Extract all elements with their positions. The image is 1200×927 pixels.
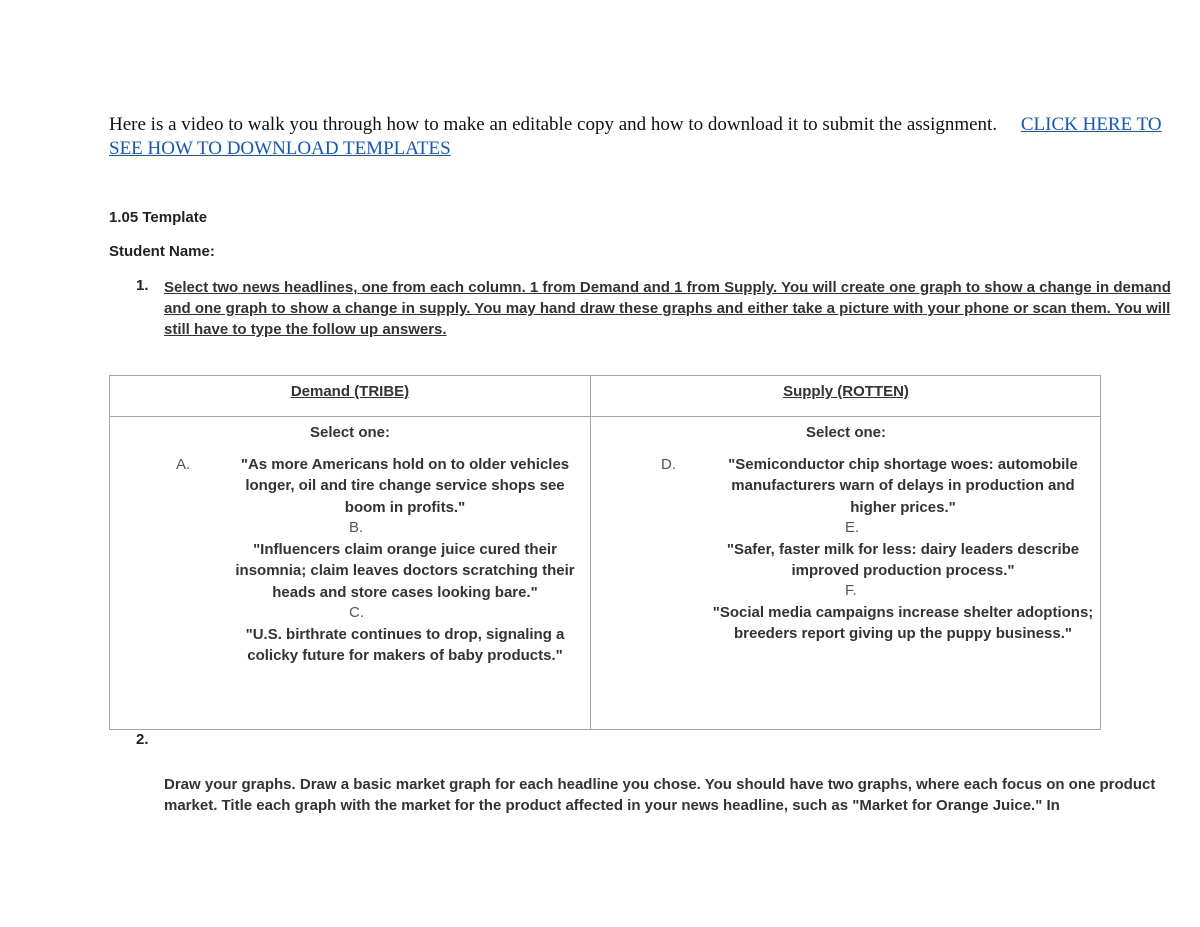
demand-column-header: Demand (TRIBE): [290, 383, 410, 400]
intro-text: Here is a video to walk you through how to make an editable copy and how to download it to submit the assignment.: [109, 114, 998, 135]
option-d-text[interactable]: "Semiconductor chip shortage woes: automobile manufacturers warn of delays in production and higher prices.": [728, 456, 1078, 516]
question-2-number: 2.: [136, 731, 149, 748]
question-2-text: Draw your graphs. Draw a basic market graph for each headline you chose. You should have two graphs, where each focus on one product market. Title each graph with the market for the product affected in your news headline, such as "Market for Orange Juice." In: [164, 776, 1156, 814]
student-name-label: Student Name:: [109, 243, 215, 260]
option-d-letter: D.: [661, 456, 676, 473]
option-b-text[interactable]: "Influencers claim orange juice cured their insomnia; claim leaves doctors scratching their heads and store cases looking bare.": [235, 541, 575, 601]
supply-column-header: Supply (ROTTEN): [783, 383, 909, 400]
question-1-number: 1.: [136, 277, 149, 294]
download-templates-link[interactable]: CLICK HERE TO SEE HOW TO DOWNLOAD TEMPLATES: [109, 114, 1162, 159]
option-a-letter: A.: [176, 456, 191, 473]
option-f-letter: F.: [845, 582, 857, 599]
template-title: 1.05 Template: [109, 209, 208, 226]
headline-table: [109, 375, 1101, 730]
table-header-divider: [110, 416, 1100, 417]
option-e-text[interactable]: "Safer, faster milk for less: dairy leaders describe improved production process.": [726, 541, 1080, 580]
option-c-letter: C.: [349, 604, 364, 621]
option-a-text[interactable]: "As more Americans hold on to older vehicles longer, oil and tire change service shops see boom in profits.": [240, 456, 570, 516]
option-e-letter: E.: [845, 519, 860, 536]
question-1-text: Select two news headlines, one from each column. 1 from Demand and 1 from Supply. You will create one graph to show a change in demand and one graph to show a change in supply. You may hand draw these graphs and either take a picture with your phone or scan them. You will still have to type the follow up answers.: [164, 279, 1171, 338]
intro-paragraph: [109, 113, 1194, 161]
option-c-text[interactable]: "U.S. birthrate continues to drop, signaling a colicky future for makers of baby products.": [245, 626, 565, 665]
option-b-letter: B.: [349, 519, 364, 536]
demand-select-label: Select one:: [309, 424, 391, 441]
option-f-text[interactable]: "Social media campaigns increase shelter adoptions; breeders report giving up the puppy business.": [712, 604, 1094, 643]
supply-select-label: Select one:: [805, 424, 887, 441]
